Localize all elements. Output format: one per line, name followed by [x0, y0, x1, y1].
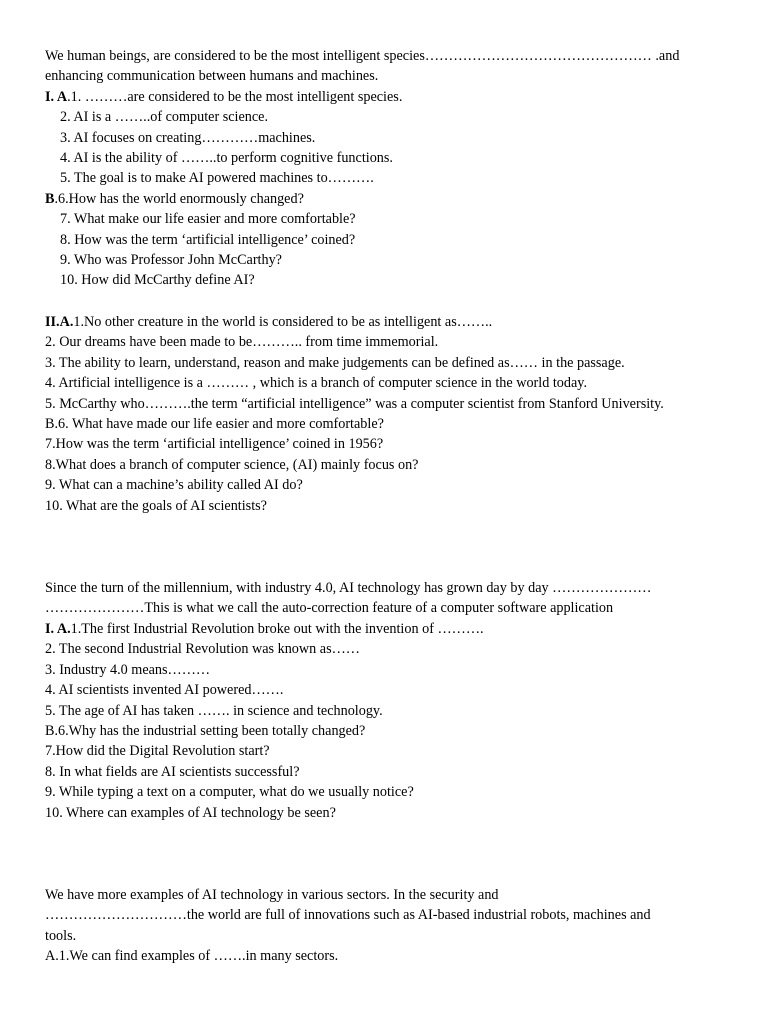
- section2-question-1: [45, 312, 492, 332]
- section3-intro-line2: …………………This is what we call the auto-correction feature of a computer software application: [45, 600, 614, 616]
- section2-question-6: B.6. What have made our life easier and more comfortable?: [45, 416, 384, 432]
- section1-question-2: 2. AI is a ……..of computer science.: [60, 109, 269, 125]
- section1-question-1: [45, 87, 402, 107]
- section3-question-5: 5. The age of AI has taken ……. in science and technology.: [45, 703, 383, 719]
- section1-question-4: 4. AI is the ability of ……..to perform cognitive functions.: [60, 150, 393, 166]
- section1-question-9: 9. Who was Professor John McCarthy?: [60, 252, 282, 268]
- section2-question-8: 8.What does a branch of computer science, (AI) mainly focus on?: [45, 457, 419, 473]
- section1-question-8: 8. How was the term ‘artificial intelligence’ coined?: [60, 232, 356, 248]
- section1-question-3: 3. AI focuses on creating…………machines.: [60, 130, 316, 146]
- section-b-marker: B: [45, 191, 55, 207]
- section2-question-10: 10. What are the goals of AI scientists?: [45, 498, 267, 514]
- section3-question-8: 8. In what fields are AI scientists successful?: [45, 764, 300, 780]
- section1-intro-line1: We human beings, are considered to be the most intelligent species………………………………………… .and: [45, 48, 680, 64]
- section3-question-4: 4. AI scientists invented AI powered…….: [45, 682, 284, 698]
- section4-intro-line2: …………………………the world are full of innovations such as AI-based industrial robots, machines and: [45, 907, 651, 923]
- question-text: 1.No other creature in the world is considered to be as intelligent as……..: [73, 314, 493, 330]
- section2-question-3: 3. The ability to learn, understand, reason and make judgements can be defined as…… in the passage.: [45, 355, 625, 371]
- section3-question-6: B.6.Why has the industrial setting been totally changed?: [45, 723, 366, 739]
- section-a-marker: I. A: [45, 89, 68, 105]
- question-text: .1. ………are considered to be the most intelligent species.: [67, 89, 403, 105]
- section4-question-1: A.1.We can find examples of …….in many sectors.: [45, 948, 339, 964]
- section4-intro-line1: We have more examples of AI technology in various sectors. In the security and: [45, 887, 499, 903]
- section3-question-2: 2. The second Industrial Revolution was known as……: [45, 641, 360, 657]
- section2-question-5: 5. McCarthy who……….the term “artificial intelligence” was a computer scientist from Stanford University.: [45, 396, 664, 412]
- section2-question-2: 2. Our dreams have been made to be……….. from time immemorial.: [45, 334, 439, 350]
- section1-question-6: [45, 189, 304, 209]
- section1-intro-line2: enhancing communication between humans and machines.: [45, 68, 379, 84]
- section2-question-7: 7.How was the term ‘artificial intelligence’ coined in 1956?: [45, 436, 384, 452]
- section3-question-9: 9. While typing a text on a computer, what do we usually notice?: [45, 784, 414, 800]
- section3-question-3: 3. Industry 4.0 means………: [45, 662, 211, 678]
- section-a-marker: II.A.: [45, 314, 74, 330]
- section3-question-7: 7.How did the Digital Revolution start?: [45, 743, 270, 759]
- section3-question-10: 10. Where can examples of AI technology be seen?: [45, 805, 336, 821]
- section4-intro-line3: tools.: [45, 928, 77, 944]
- section3-intro-line1: Since the turn of the millennium, with industry 4.0, AI technology has grown day by day …………………: [45, 580, 652, 596]
- section-a-marker: I. A.: [45, 621, 71, 637]
- section1-question-10: 10. How did McCarthy define AI?: [60, 272, 255, 288]
- question-text: 1.The first Industrial Revolution broke out with the invention of ……….: [70, 621, 484, 637]
- section1-question-7: 7. What make our life easier and more comfortable?: [60, 211, 356, 227]
- section3-question-1: [45, 619, 484, 639]
- section1-question-5: 5. The goal is to make AI powered machines to……….: [60, 170, 374, 186]
- section2-question-9: 9. What can a machine’s ability called AI do?: [45, 477, 303, 493]
- section2-question-4: 4. Artificial intelligence is a ……… , which is a branch of computer science in the world today.: [45, 375, 587, 391]
- question-text: .6.How has the world enormously changed?: [54, 191, 304, 207]
